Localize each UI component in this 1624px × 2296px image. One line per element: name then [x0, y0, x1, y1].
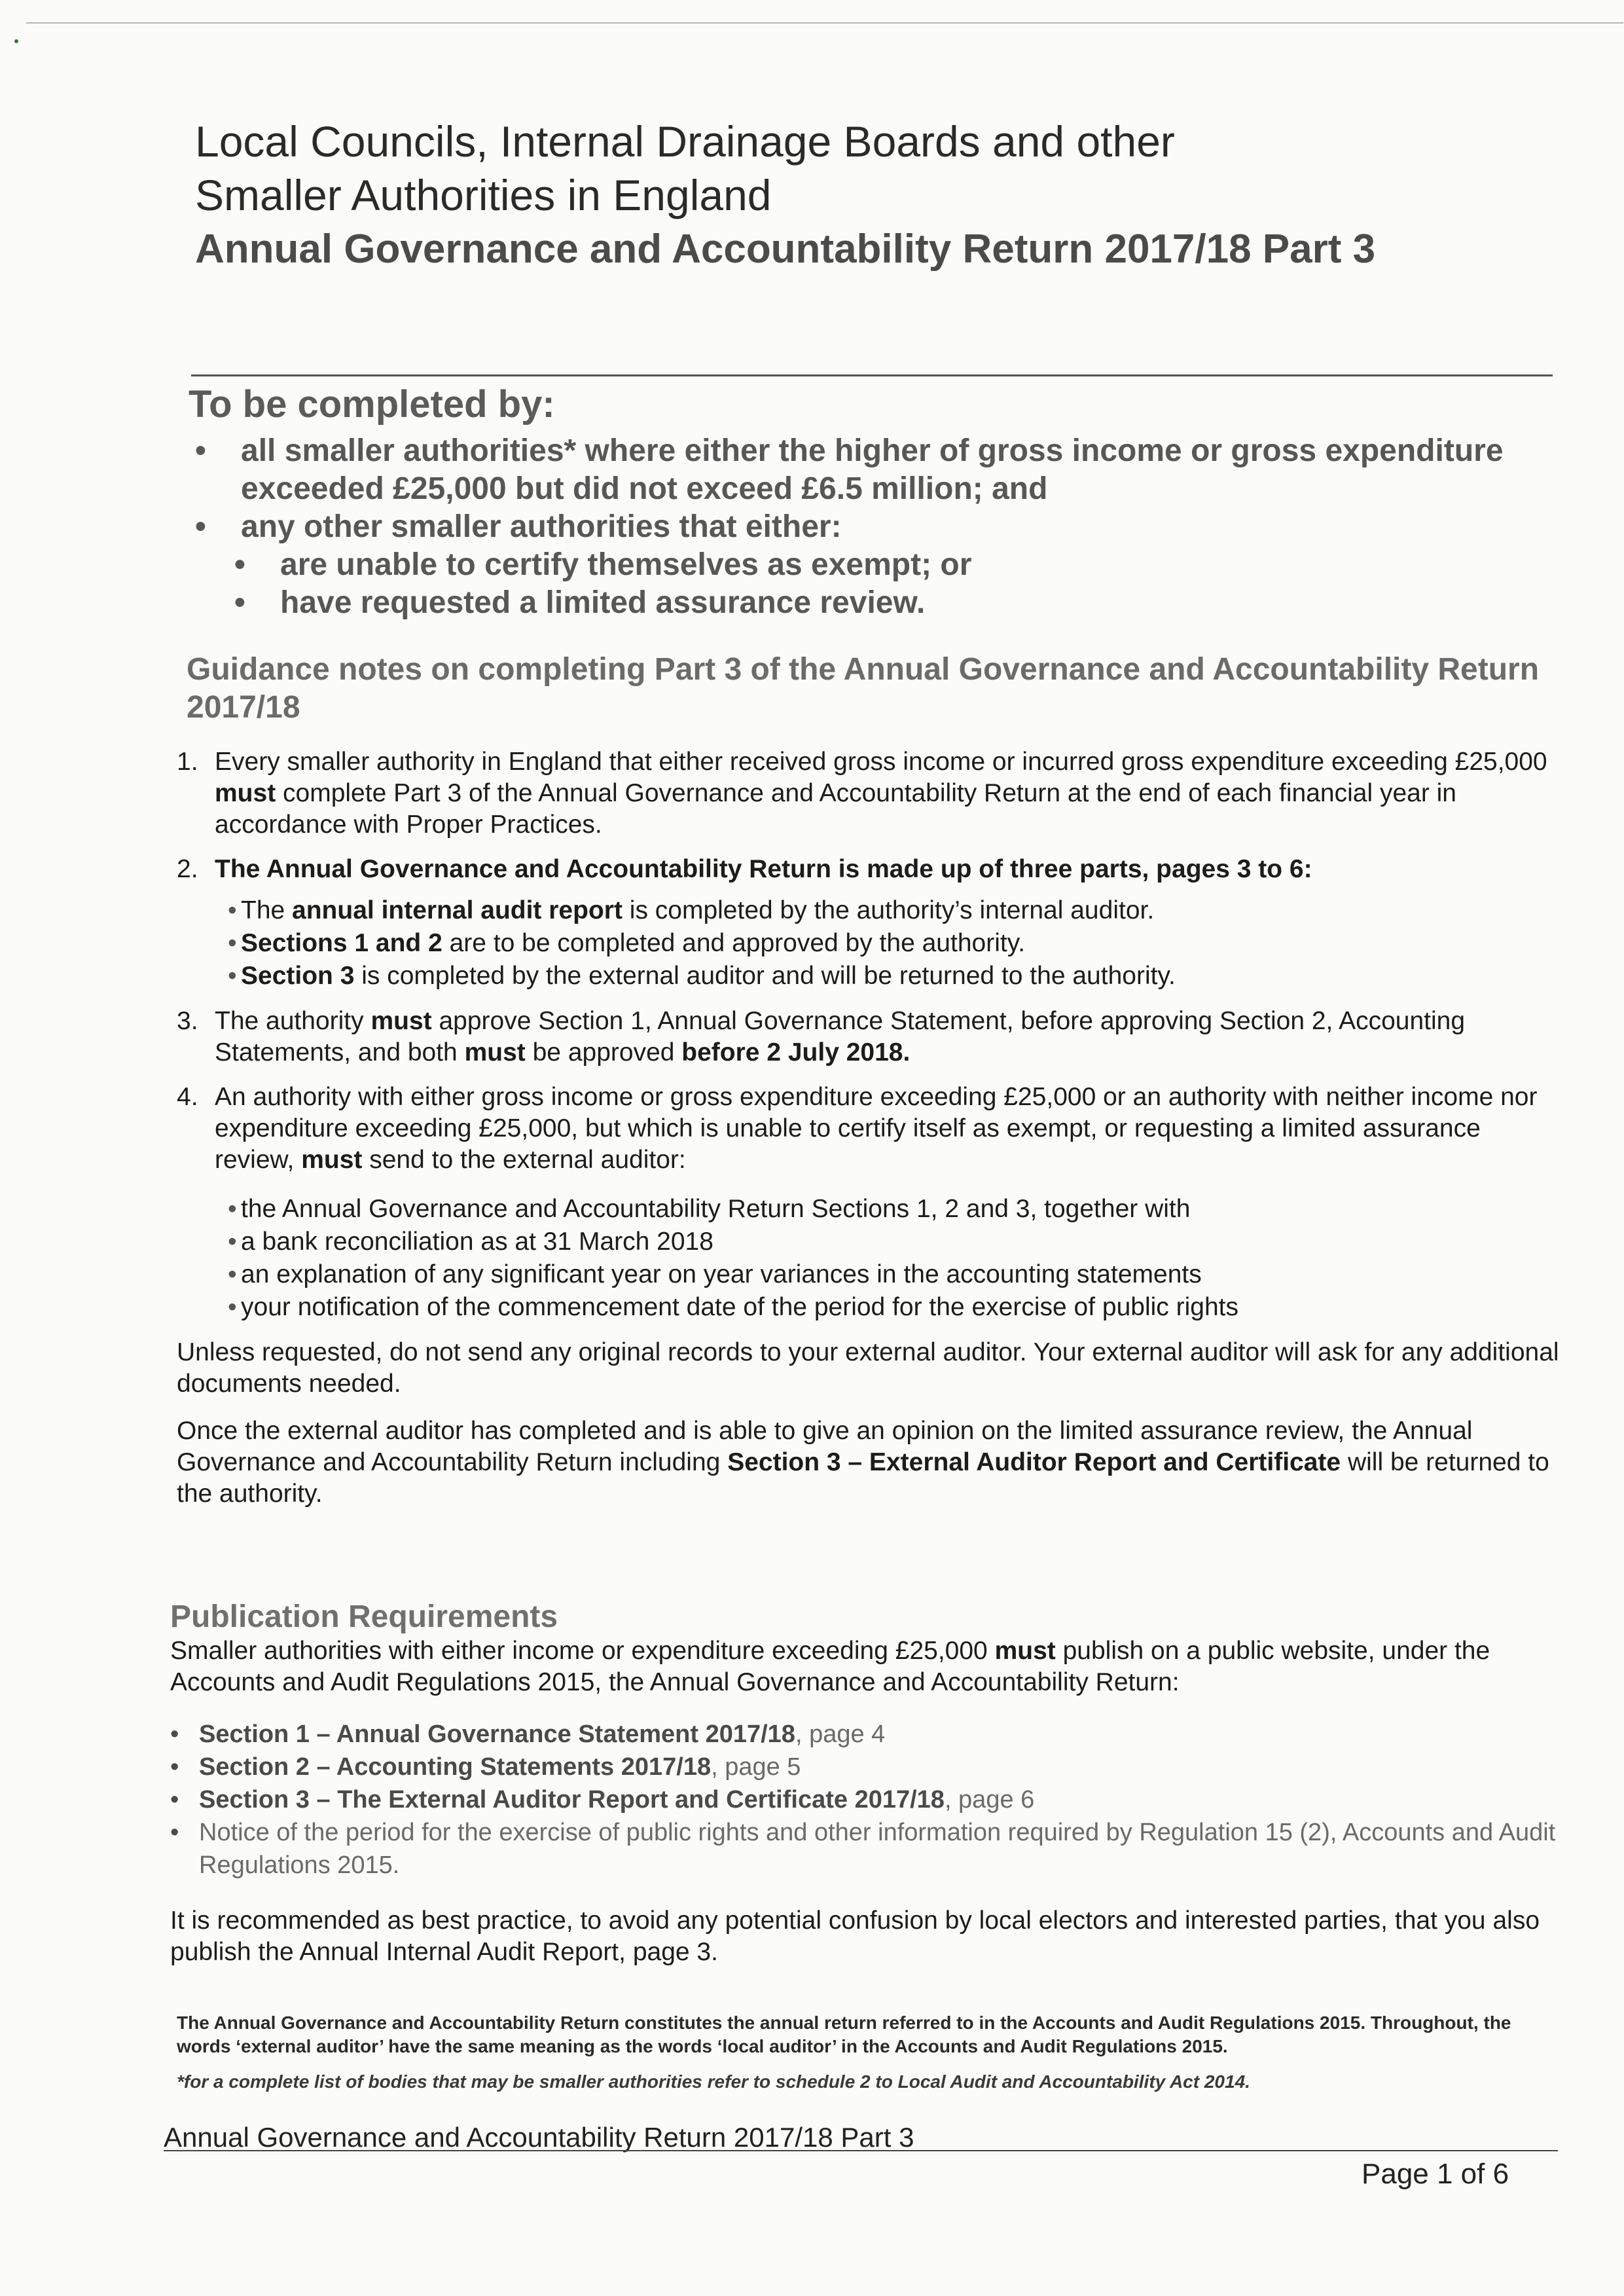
header-subtitle-line2: Smaller Authorities in England: [195, 171, 772, 219]
item-number: 1.: [177, 748, 198, 776]
footnote-smaller-authorities: *for a complete list of bodies that may be smaller authorities refer to schedule 2 to Local Audit and Accountability Act 2014.: [177, 2071, 1250, 2092]
publication-section: [170, 1599, 1564, 1968]
item-emphasis: must: [215, 779, 276, 807]
completed-by-heading: To be completed by:: [189, 383, 555, 426]
scan-speck: [14, 39, 18, 43]
item-text: complete Part 3 of the Annual Governance and Accountability Return at the end of each financial year in accordance with Proper Practices.: [215, 779, 1456, 839]
parts-item-1: • The annual internal audit report is completed by the authority’s internal auditor.: [228, 894, 1564, 927]
publication-item-3: • Section 3 – The External Auditor Report and Certificate 2017/18, page 6: [170, 1783, 1564, 1816]
document-title: Annual Governance and Accountability Return 2017/18 Part 3: [195, 227, 1376, 272]
item-number: 3.: [177, 1007, 198, 1035]
header-rule: [191, 374, 1553, 376]
guidance-item-4: 4. An authority with either gross income or gross expenditure exceeding £25,000 or an authority with neither income nor expenditure exceeding £25,000, but which is unable to certify itself as exempt, or requesting a limited assurance review, must send to the external auditor: • the Annual Governance and Accountability Return Sections 1, 2 and 3, together with • a bank reconciliation as at 31 March 2018 • an explanation of any significant year on year variances in the accounting statements • your notification of the commencement date of the period for the exercise of public rights: [177, 1082, 1564, 1324]
publication-heading: Publication Requirements: [170, 1599, 558, 1634]
page-number: Page 1 of 6: [1362, 2158, 1509, 2190]
parts-item-2: • Sections 1 and 2 are to be completed and approved by the authority.: [228, 927, 1564, 960]
completed-by-sublist: [189, 546, 1570, 622]
completed-by-bullet-2: • any other smaller authorities that either:: [189, 508, 1570, 546]
item-number: 2.: [177, 855, 198, 883]
original-records-paragraph: Unless requested, do not send any original records to your external auditor. Your external auditor will ask for any additional documents needed.: [177, 1338, 1559, 1398]
publication-item-4: • Notice of the period for the exercise of public rights and other information required by Regulation 15 (2), Accounts and Audit Regulations 2015.: [170, 1816, 1564, 1882]
guidance-item-2: [177, 854, 1564, 993]
publication-list: [170, 1718, 1564, 1882]
completed-by-section: [189, 381, 1570, 622]
send-item-1: • the Annual Governance and Accountability Return Sections 1, 2 and 3, together with: [228, 1193, 1564, 1226]
send-item-4: • your notification of the commencement date of the period for the exercise of public rights: [228, 1291, 1564, 1324]
completed-by-sub-2: • have requested a limited assurance review.: [189, 584, 1570, 622]
completed-by-bullet-1: • all smaller authorities* where either the higher of gross income or gross expenditure exceeded £25,000 but did not exceed £6.5 million; and: [189, 432, 1570, 508]
send-item-2: • a bank reconciliation as at 31 March 2018: [228, 1226, 1564, 1258]
publication-item-2: • Section 2 – Accounting Statements 2017/18, page 5: [170, 1751, 1564, 1783]
footer-title: Annual Governance and Accountability Return 2017/18 Part 3: [164, 2122, 914, 2153]
send-list: [215, 1193, 1564, 1324]
guidance-section: [187, 651, 1548, 727]
item-text: The Annual Governance and Accountability Return is made up of three parts, pages 3 to 6:: [215, 855, 1312, 883]
parts-list: [215, 894, 1564, 993]
footnotes: [177, 2011, 1564, 2094]
publication-intro: Smaller authorities with either income or expenditure exceeding £25,000 must publish on a public website, under the Accounts and Audit Regulations 2015, the Annual Governance and Accountability Return:: [170, 1637, 1490, 1696]
top-rule: [26, 22, 1623, 24]
guidance-item-3: 3. The authority must approve Section 1, Annual Governance Statement, before approving Section 2, Accounting Statements, and both must be approved before 2 July 2018.: [177, 1007, 1466, 1066]
document-header: [195, 115, 1543, 277]
guidance-list: [177, 746, 1564, 1525]
completed-by-sub-1: • are unable to certify themselves as exempt; or: [189, 546, 1570, 584]
guidance-heading: Guidance notes on completing Part 3 of the Annual Governance and Accountability Return 2017/18: [187, 652, 1540, 725]
publication-item-1: • Section 1 – Annual Governance Statement 2017/18, page 4: [170, 1718, 1564, 1751]
item-number: 4.: [177, 1083, 198, 1111]
footer-rule: [164, 2150, 1558, 2151]
header-subtitle-line1: Local Councils, Internal Drainage Boards and other: [195, 117, 1175, 166]
guidance-item-1: [177, 746, 1564, 841]
recommendation-paragraph: It is recommended as best practice, to avoid any potential confusion by local electors and interested parties, that you also publish the Annual Internal Audit Report, page 3.: [170, 1906, 1540, 1966]
completed-by-list: [189, 432, 1570, 546]
item-text: Every smaller authority in England that either received gross income or incurred gross expenditure exceeding £25,000: [215, 748, 1547, 776]
return-paragraph: Once the external auditor has completed and is able to give an opinion on the limited assurance review, the Annual Governance and Accountability Return including Section 3 – External Auditor Report and Certificate will be returned to the authority.: [177, 1417, 1549, 1508]
parts-item-3: • Section 3 is completed by the external auditor and will be returned to the authority.: [228, 960, 1564, 993]
send-item-3: • an explanation of any significant year on year variances in the accounting statements: [228, 1258, 1564, 1291]
footnote-annual-return: The Annual Governance and Accountability Return constitutes the annual return referred to in the Accounts and Audit Regulations 2015. Throughout, the words ‘external auditor’ have the same meaning as the words ‘local auditor’ in the Accounts and Audit Regulations 2015.: [177, 2013, 1511, 2056]
